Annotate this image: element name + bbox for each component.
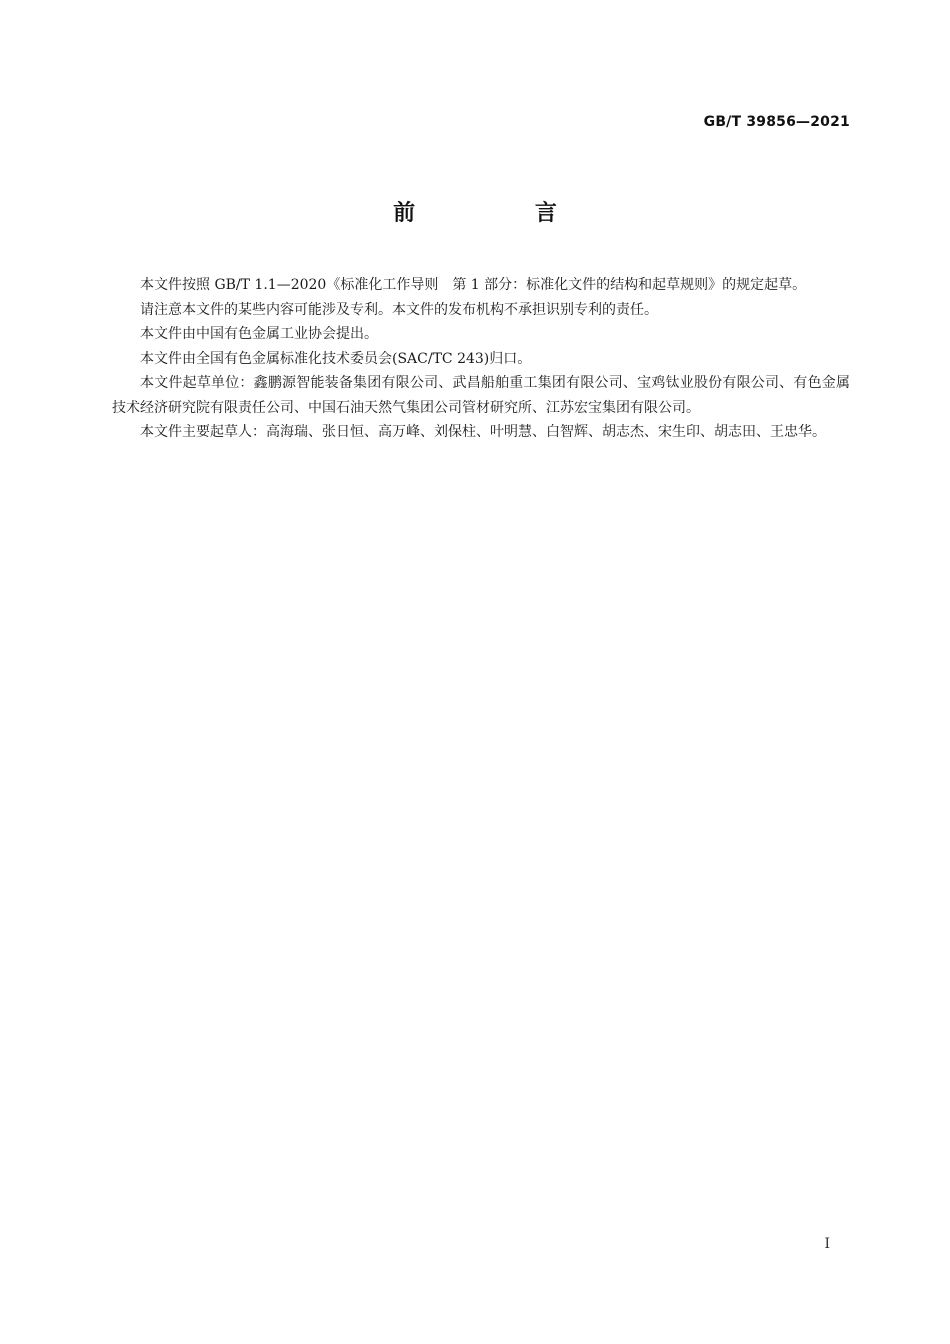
- page-number: I: [824, 1236, 830, 1252]
- paragraph-drafting-organizations: 本文件起草单位：鑫鹏源智能装备集团有限公司、武昌船舶重工集团有限公司、宝鸡钛业股份有限公司、有色金属技术经济研究院有限责任公司、中国石油天然气集团公司管材研究所、江苏宏宝集团有限公司。: [112, 375, 850, 416]
- paragraph-main-drafters: 本文件主要起草人：高海瑞、张日恒、高万峰、刘保柱、叶明慧、白智辉、胡志杰、宋生印、胡志田、王忠华。: [140, 424, 826, 440]
- foreword-body: [112, 273, 850, 445]
- page-title: 前 言: [393, 201, 613, 226]
- standard-code: GB/T 39856—2021: [703, 114, 850, 130]
- paragraph-drafting-rules: 本文件按照 GB/T 1.1—2020《标准化工作导则 第 1 部分：标准化文件的结构和起草规则》的规定起草。: [140, 277, 807, 293]
- paragraph-patent-notice: 请注意本文件的某些内容可能涉及专利。本文件的发布机构不承担识别专利的责任。: [140, 301, 658, 318]
- paragraph-proposed-by: 本文件由中国有色金属工业协会提出。: [140, 326, 378, 342]
- paragraph-technical-committee: 本文件由全国有色金属标准化技术委员会(SAC/TC 243)归口。: [140, 350, 532, 367]
